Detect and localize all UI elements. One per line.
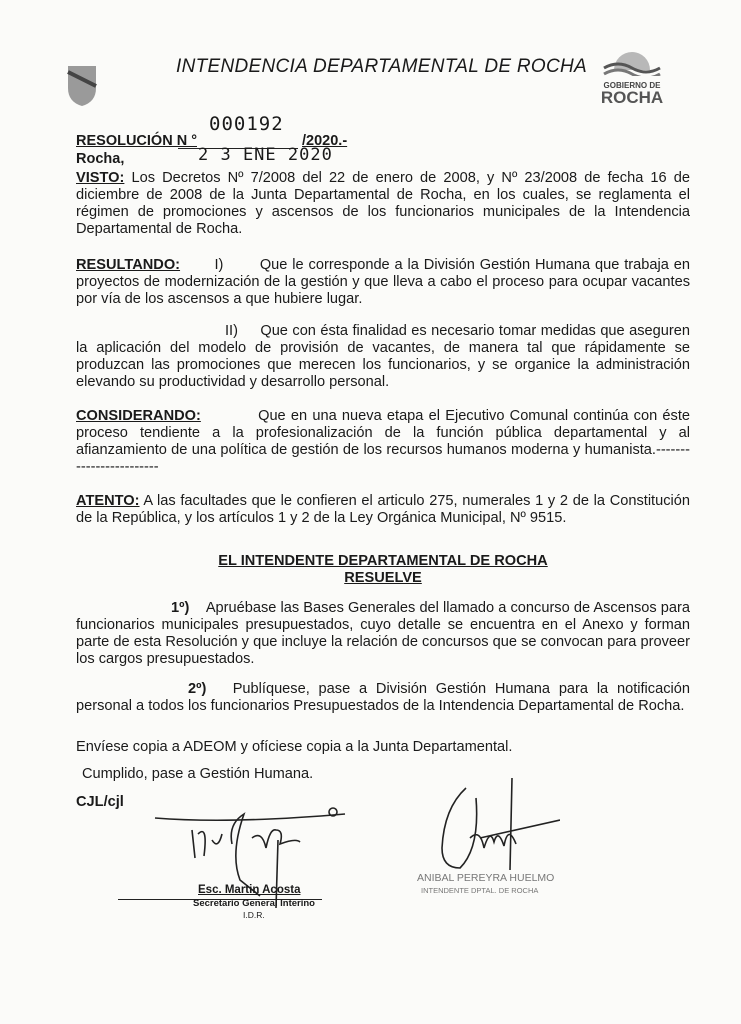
- date-stamp: 2 3 ENE 2020: [198, 145, 333, 165]
- coat-of-arms-icon: [62, 58, 102, 110]
- signature-right: [420, 778, 560, 878]
- initials: CJL/cjl: [76, 794, 124, 810]
- page-title: INTENDENCIA DEPARTAMENTAL DE ROCHA: [176, 56, 588, 77]
- resultando-label: RESULTANDO:: [76, 257, 181, 273]
- signer-right-name: ANIBAL PEREYRA HUELMO: [417, 872, 555, 884]
- envio-line: Envíese copia a ADEOM y ofíciese copia a la Junta Departamental.: [76, 739, 513, 755]
- atento-label: ATENTO:: [76, 493, 140, 509]
- article-2: 2º) Publíquese, pase a División Gestión Humana para la notificación personal a todos los funcionarios Presupuestados de la Intendencia Departamental de Rocha.: [76, 681, 690, 714]
- cumplido-line: Cumplido, pase a Gestión Humana.: [82, 766, 314, 782]
- resolution-year: /2020.-: [302, 133, 348, 149]
- considerando-label: CONSIDERANDO:: [76, 408, 201, 424]
- signer-left-role: Secretario General Interino: [193, 898, 315, 909]
- logo-sun-waves-icon: [600, 46, 664, 76]
- resolution-number: 000192: [209, 113, 284, 135]
- visto-label: VISTO:: [76, 170, 125, 186]
- considerando-paragraph: CONSIDERANDO: Que en una nueva etapa el Ejecutivo Comunal continúa con éste proceso tendiente a la profesionalización de la función pública departamental y al afianzamiento de una política de gestión de los recursos humanos moderna y humanista.------------------------: [76, 408, 691, 475]
- atento-paragraph: ATENTO: A las facultades que le confieren el articulo 275, numerales 1 y 2 de la Constitución de la República, y los artículos 1 y 2 de la Ley Orgánica Municipal, Nº 9515.: [76, 493, 690, 526]
- resultando-i-paragraph: RESULTANDO: I) Que le corresponde a la División Gestión Humana que trabaja en proyectos de modernización de la gestión y que lleva a cabo el proceso para ocupar vacantes por vía de los ascensos a que hubiere lugar.: [76, 257, 690, 307]
- resultando-ii-paragraph: II) Que con ésta finalidad es necesario tomar medidas que aseguren la aplicación del modelo de provisión de vacantes, de manera tal que rápidamente se produzcan las promociones que merecen los funcionarios, y se organice la administración elevando su productividad y desarrollo personal.: [76, 323, 690, 390]
- place: Rocha,: [76, 151, 125, 167]
- resolution-label: RESOLUCIÓN N °: [76, 133, 197, 149]
- signer-left-name: Esc. Martin Acosta: [198, 884, 301, 896]
- gobierno-rocha-logo: GOBIERNO DE ROCHA: [596, 46, 668, 105]
- signer-left-org: I.D.R.: [243, 910, 265, 920]
- visto-paragraph: VISTO: Los Decretos Nº 7/2008 del 22 de enero de 2008, y Nº 23/2008 de fecha 16 de diciembre de 2008 de la Junta Departamental de Rocha, en los cuales, se reglamenta el régimen de promociones y ascensos de los funcionarios municipales de la Intendencia Departamental de Rocha.: [76, 170, 690, 237]
- resolve-heading: EL INTENDENTE DEPARTAMENTAL DE ROCHA RESUELVE: [218, 553, 548, 586]
- signer-right-role: INTENDENTE DPTAL. DE ROCHA: [421, 886, 539, 895]
- article-1: 1º) Apruébase las Bases Generales del llamado a concurso de Ascensos para funcionarios municipales presupuestados, cuyo detalle se encuentra en el Anexo y forman parte de esta Resolución y que incluye la relación de concursos que se convocan para proveer los cargos presupuestados.: [76, 600, 690, 667]
